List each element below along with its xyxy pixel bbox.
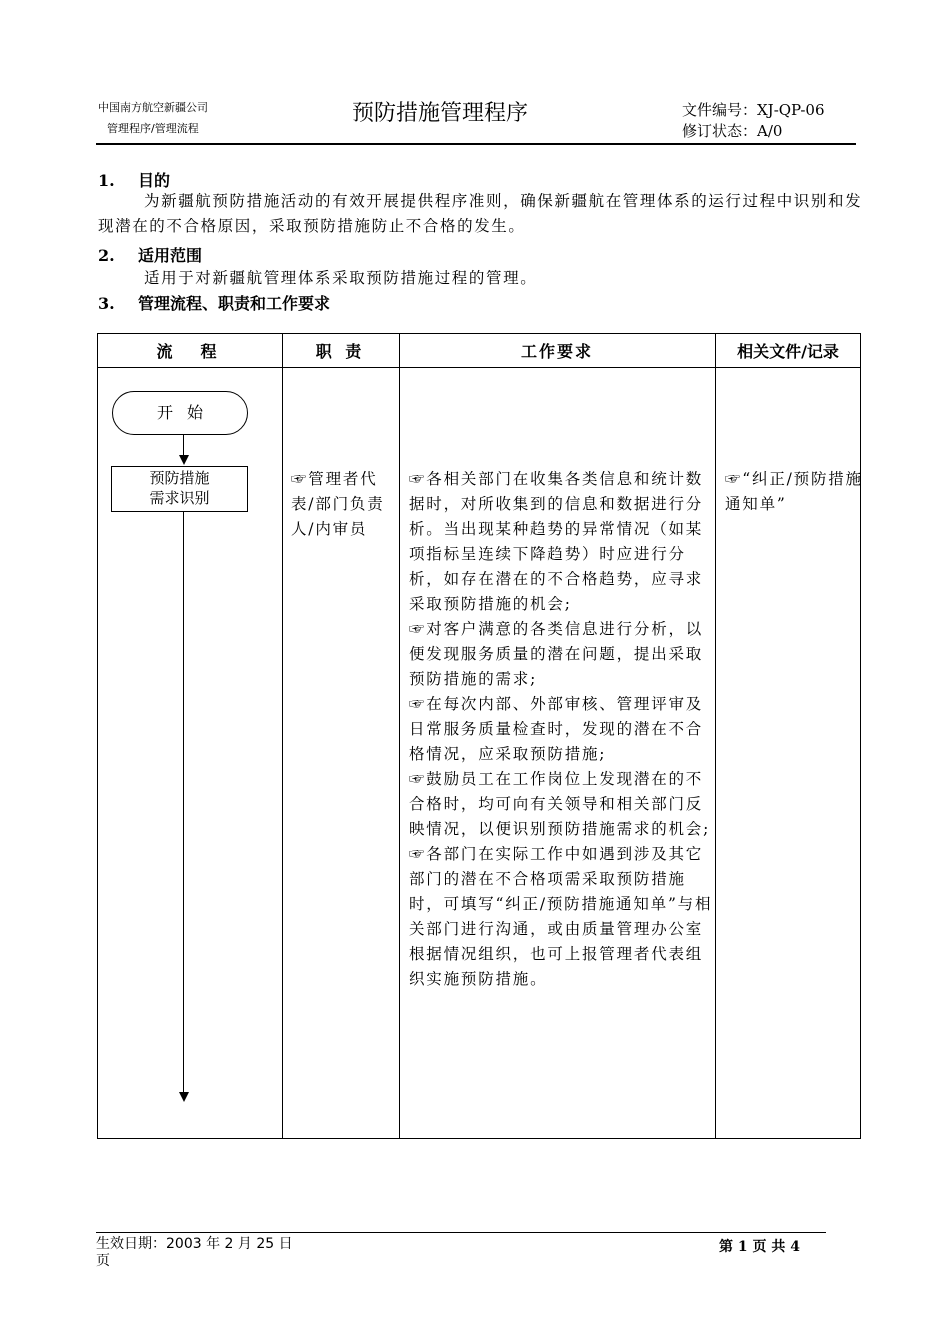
table-header-records: 相关文件/记录 — [737, 342, 839, 361]
table-header-divider — [97, 367, 861, 368]
table-divider — [282, 333, 283, 1139]
table-divider — [715, 333, 716, 1139]
footer-divider — [96, 1232, 826, 1233]
requirement-item: ☞对客户满意的各类信息进行分析，以便发现服务质量的潜在问题，提出采取预防措施的需求; — [409, 620, 704, 688]
revision-status: 修订状态：A/0 — [682, 122, 783, 140]
document-category: 管理程序/管理流程 — [107, 122, 199, 135]
page-number: 第 1 页 共 4 — [719, 1239, 800, 1255]
section-2-body: 适用于对新疆航管理体系采取预防措施过程的管理。 — [144, 269, 538, 287]
requirement-item: ☞在每次内部、外部审核、管理评审及日常服务质量检查时，发现的潜在不合格情况，应采取预防措施; — [409, 695, 704, 763]
section-2-heading — [98, 243, 202, 266]
section-3-number: 3. — [98, 294, 115, 313]
table-header-requirements: 工作要求 — [520, 342, 593, 361]
flow-connector — [183, 512, 184, 1094]
flow-connector — [183, 435, 184, 457]
requirement-item: ☞各相关部门在收集各类信息和统计数据时，对所收集到的信息和数据进行分析。当出现某种趋势的异常情况（如某项指标呈连续下降趋势）时应进行分析，如存在潜在的不合格趋势，应寻求采取预防措施的机会; — [409, 470, 704, 613]
flow-start-node: 开始 — [112, 391, 248, 435]
requirement-item: ☞各部门在实际工作中如遇到涉及其它部门的潜在不合格项需采取预防措施时，可填写“纠正/预防措施通知单”与相关部门进行沟通，或由质量管理办公室根据情况组织，也可上报管理者代表组织实施预防措施。 — [409, 845, 713, 988]
table-header-responsibility: 职 责 — [315, 342, 366, 361]
section-1-heading — [98, 168, 170, 191]
arrow-down-icon — [179, 1092, 189, 1102]
section-1-number: 1. — [98, 171, 115, 190]
flow-step-node — [111, 466, 248, 512]
company-name: 中国南方航空新疆公司 — [98, 101, 208, 114]
requirement-item: ☞鼓励员工在工作岗位上发现潜在的不合格时，均可向有关领导和相关部门反映情况，以便识别预防措施需求的机会; — [409, 770, 711, 838]
section-1-title: 目的 — [138, 171, 171, 190]
table-header-flow: 流 程 — [156, 342, 223, 361]
section-3-heading — [98, 291, 330, 314]
section-2-number: 2. — [98, 246, 115, 265]
flow-step-line1: 预防措施 — [149, 469, 210, 487]
effective-date: 生效日期：2003 年 2 月 25 日页 — [96, 1236, 293, 1269]
responsibility-cell: ☞管理者代表/部门负责人/内审员 — [291, 470, 385, 538]
section-3-title: 管理流程、职责和工作要求 — [138, 294, 331, 313]
page-title: 预防措施管理程序 — [352, 101, 529, 126]
arrow-down-icon — [179, 455, 189, 465]
records-cell: ☞“纠正/预防措施通知单” — [725, 470, 863, 513]
header-divider — [96, 143, 856, 145]
requirements-cell — [409, 467, 715, 992]
section-1-body: 为新疆航预防措施活动的有效开展提供程序准则，确保新疆航在管理体系的运行过程中识别和发现潜在的不合格原因，采取预防措施防止不合格的发生。 — [98, 192, 863, 235]
table-divider — [399, 333, 400, 1139]
file-number: 文件编号：XJ-QP-06 — [682, 101, 825, 119]
section-2-title: 适用范围 — [138, 246, 203, 265]
flow-step-line2: 需求识别 — [149, 489, 210, 507]
